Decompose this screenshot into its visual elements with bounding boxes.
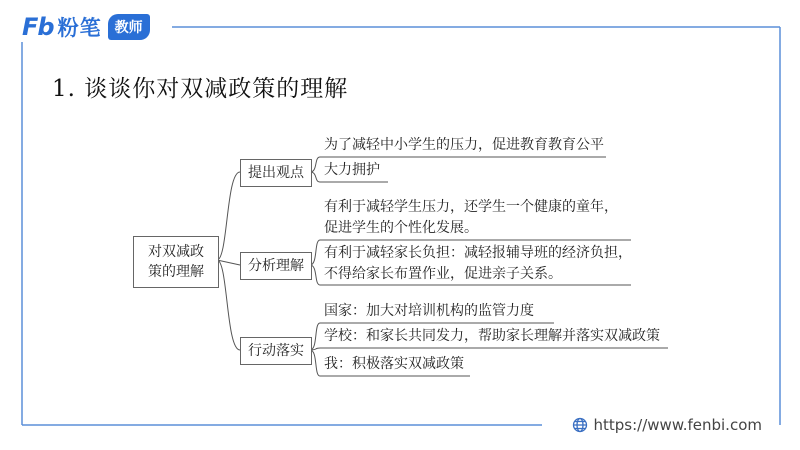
- leaf-item: 有利于减轻家长负担：减轻报辅导班的经济负担， 不得给家长布置作业，促进亲子关系。: [324, 245, 632, 282]
- logo-mark: Fb: [22, 13, 54, 41]
- branch-label: 分析理解: [248, 258, 304, 274]
- leaf-item: 我：积极落实双减政策: [324, 356, 464, 372]
- leaf-item: 国家：加大对培训机构的监管力度: [324, 303, 534, 319]
- branch-node-analysis: [240, 252, 312, 280]
- branch-label: 行动落实: [248, 343, 304, 359]
- root-node-label: 对双减政 策的理解: [148, 244, 204, 280]
- page-title: 1. 谈谈你对双减政策的理解: [52, 76, 349, 102]
- branch-label: 提出观点: [248, 165, 304, 181]
- leaf-item: 大力拥护: [324, 162, 380, 178]
- fenbi-logo: [22, 13, 150, 41]
- globe-icon: [572, 417, 588, 433]
- branch-node-viewpoint: [240, 159, 312, 187]
- leaf-item: 有利于减轻学生压力，还学生一个健康的童年， 促进学生的个性化发展。: [324, 199, 618, 236]
- footer-url[interactable]: [572, 416, 762, 434]
- leaf-item: 学校：和家长共同发力，帮助家长理解并落实双减政策: [324, 328, 660, 344]
- leaf-item: 为了减轻中小学生的压力，促进教育教育公平: [324, 137, 604, 153]
- root-node: [133, 236, 219, 288]
- logo-badge: 教师: [108, 14, 150, 40]
- logo-name: 粉笔: [57, 16, 102, 40]
- footer-url-text[interactable]: https://www.fenbi.com: [593, 416, 762, 434]
- branch-node-action: [240, 337, 312, 365]
